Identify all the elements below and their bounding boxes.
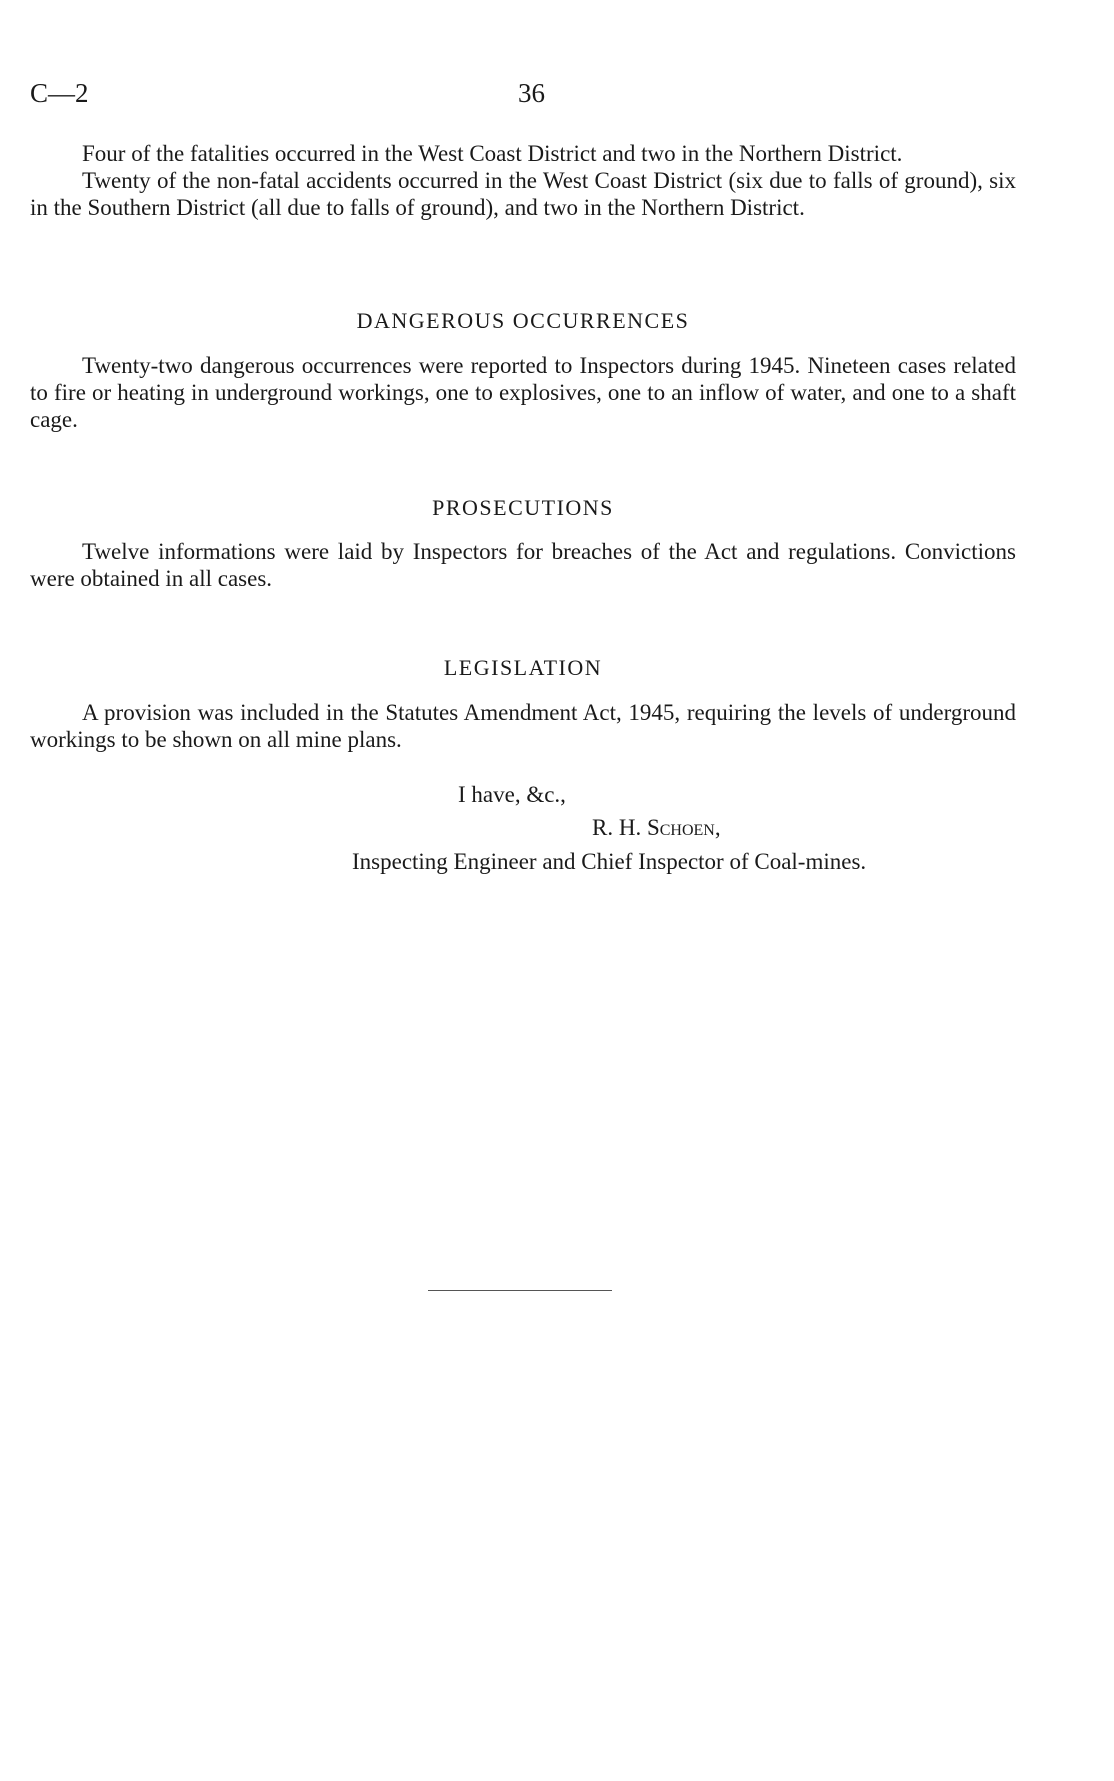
heading-dangerous-occurrences: DANGEROUS OCCURRENCES (356, 308, 690, 333)
paragraph-prosecutions: Twelve informations were laid by Inspectors for breaches of the Act and regulations. Convictions were obtained in all cases. (30, 539, 1016, 591)
signatory-title: Inspecting Engineer and Chief Inspector of Coal-mines. (352, 849, 867, 874)
end-rule (428, 1290, 612, 1291)
heading-legislation: LEGISLATION (443, 655, 603, 680)
page-number: 36 (518, 78, 545, 108)
paragraph-dangerous-occurrences: Twenty-two dangerous occurrences were reported to Inspectors during 1945. Nineteen cases related to fire or heating in underground workings, one to explosives, one to an inflow of water, and one to a shaft cage. (30, 353, 1016, 432)
paragraph-non-fatal: Twenty of the non-fatal accidents occurred in the West Coast District (six due to falls of ground), six in the Southern District (all due to falls of ground), and two in the Northern District. (30, 168, 1016, 220)
paragraph-legislation: A provision was included in the Statutes Amendment Act, 1945, requiring the levels of underground workings to be shown on all mine plans. (30, 700, 1016, 752)
section-legislation (30, 699, 1016, 753)
section-prosecutions (30, 538, 1016, 592)
intro-text (30, 140, 1016, 221)
page-header (30, 78, 1030, 118)
heading-prosecutions: PROSECUTIONS (432, 495, 614, 520)
signatory-name: R. H. Schoen, (592, 815, 721, 840)
document-reference: C—2 (30, 78, 89, 108)
section-dangerous-occurrences (30, 352, 1016, 433)
paragraph-fatalities: Four of the fatalities occurred in the West Coast District and two in the Northern District. (82, 141, 903, 166)
salutation: I have, &c., (458, 782, 566, 807)
